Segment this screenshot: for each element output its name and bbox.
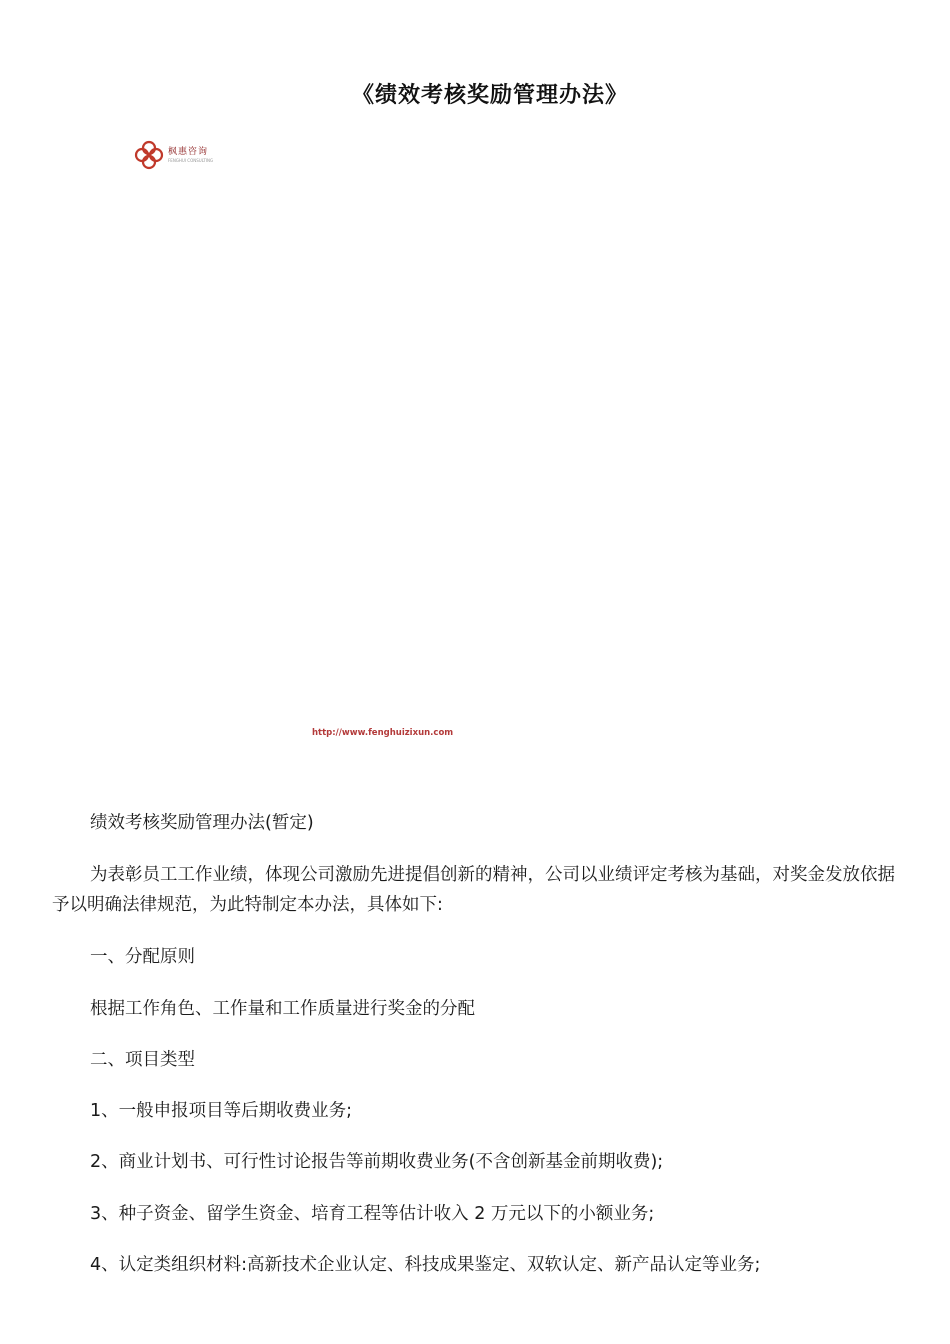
watermark-url: http://www.fenghuizixun.com bbox=[312, 728, 454, 738]
document-title: 《绩效考核奖励管理办法》 bbox=[351, 83, 628, 108]
company-logo bbox=[134, 140, 213, 170]
logo-text bbox=[168, 148, 213, 163]
list-item-2: 2、商业计划书、可行性讨论报告等前期收费业务(不含创新基金前期收费); bbox=[90, 1152, 664, 1172]
paragraph-principles: 根据工作角色、工作量和工作质量进行奖金的分配 bbox=[90, 999, 475, 1019]
logo-name-cn: 枫惠咨询 bbox=[168, 146, 209, 157]
paragraph-subtitle: 绩效考核奖励管理办法(暂定) bbox=[90, 813, 314, 833]
section-heading-project-types: 二、项目类型 bbox=[90, 1050, 195, 1070]
list-item-4: 4、认定类组织材料:高新技术企业认定、科技成果鉴定、双软认定、新产品认定等业务; bbox=[90, 1255, 761, 1275]
list-item-3: 3、种子资金、留学生资金、培育工程等估计收入 2 万元以下的小额业务; bbox=[90, 1204, 655, 1224]
logo-flower-icon bbox=[134, 140, 164, 170]
paragraph-intro: 为表彰员工工作业绩，体现公司激励先进提倡创新的精神，公司以业绩评定考核为基础，对奖金发放依据予以明确法律规范，为此特制定本办法，具体如下: bbox=[52, 865, 895, 915]
list-item-1: 1、一般申报项目等后期收费业务; bbox=[90, 1101, 353, 1121]
section-heading-principles: 一、分配原则 bbox=[90, 947, 195, 967]
logo-name-en: FENGHUI CONSULTING bbox=[168, 157, 214, 163]
